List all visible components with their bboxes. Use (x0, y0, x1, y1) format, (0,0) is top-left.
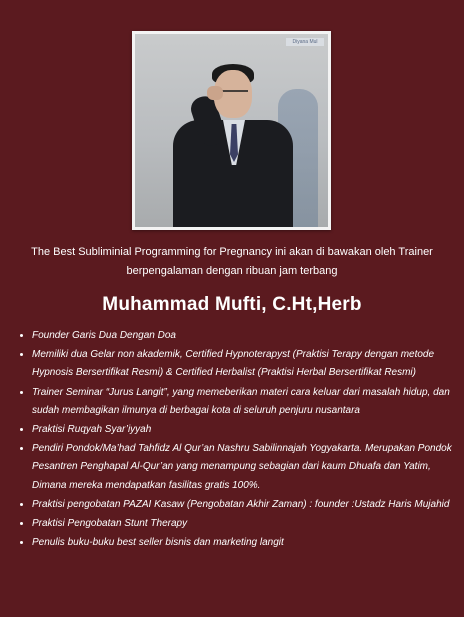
list-item: • Praktisi Pengobatan Stunt Therapy (32, 515, 454, 533)
hand (207, 86, 223, 100)
list-item: • Memiliki dua Gelar non akademik, Certified Hypnoterapyst (Praktisi Terapy dengan metode Hypnosis Bersertifikat Resmi) & Certified Herbalist (Praktisi Herbal Bersertifikat Resmi) (32, 346, 454, 382)
wall-sign: Diyana Mul (286, 38, 324, 46)
trainer-photo-frame (132, 31, 331, 230)
trainer-name: Muhammad Mufti, C.Ht,Herb (102, 294, 362, 315)
list-item: • Praktisi pengobatan PAZAI Kasaw (Pengobatan Akhir Zaman) : founder :Ustadz Haris Mujahid (32, 496, 454, 514)
intro-text: The Best Subliminial Programming for Pregnancy ini akan di bawakan oleh Trainer berpengalaman dengan ribuan jam terbang (31, 246, 433, 277)
list-item: • Praktisi Ruqyah Syar’iyyah (32, 421, 454, 439)
list-item: • Trainer Seminar “Jurus Langit”, yang memeberikan materi cara keluar dari masalah hidup, dan sudah membagikan ilmunya di berbagai kota di seluruh penjuru nusantara (32, 384, 454, 420)
list-item: • Founder Garis Dua Dengan Doa (32, 327, 454, 345)
list-item: • Pendiri Pondok/Ma’had Tahfidz Al Qur’an Nashru Sabilinnajah Yogyakarta. Merupakan Pondok Pesantren Penghapal Al-Qur’an yang menampung sebagian dari kaum Dhuafa dan Yatim, Dimana mereka mendapatkan fasilitas gratis 100%. (32, 440, 454, 495)
list-item: • Penulis buku-buku best seller bisnis dan marketing langit (32, 534, 454, 552)
trainer-photo (135, 34, 328, 227)
bio-list (14, 327, 454, 553)
